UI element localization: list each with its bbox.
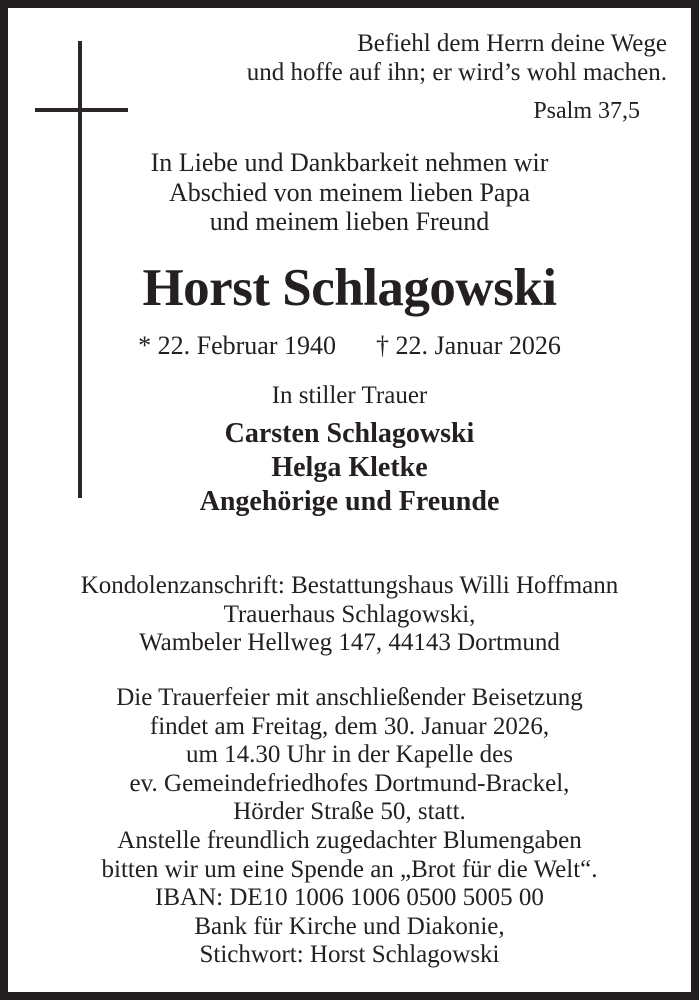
intro-line-3: und meinem lieben Freund [209, 207, 490, 236]
funeral-line-3: um 14.30 Uhr in der Kapelle des [185, 741, 513, 768]
life-dates [8, 332, 691, 361]
condolence-line-1: Kondolenzanschrift: Bestattungshaus Willi Hoffmann [80, 572, 619, 599]
scripture-line-1: Befiehl dem Herrn deine Wege [357, 30, 667, 57]
deceased-name: Horst Schlagowski [142, 259, 557, 317]
intro-text [8, 148, 691, 237]
funeral-line-2: findet am Freitag, dem 30. Januar 2026, [149, 712, 550, 740]
funeral-info [8, 684, 691, 827]
condolence-address [8, 572, 691, 658]
birth-date: * 22. Februar 1940 [138, 331, 336, 360]
intro-line-1: In Liebe und Dankbarkeit nehmen wir [150, 148, 549, 177]
mourners-list [8, 417, 691, 519]
scripture-line-2: und hoffe auf ihn; er wird’s wohl machen. [246, 58, 667, 86]
scripture-quote [247, 30, 667, 87]
mourner-1: Carsten Schlagowski [224, 418, 475, 449]
funeral-line-4: ev. Gemeindefriedhofes Dortmund-Brackel, [129, 769, 570, 797]
donation-line-2: bitten wir um eine Spende an „Brot für die Welt“. [101, 855, 598, 883]
funeral-line-1: Die Trauerfeier mit anschließender Beisetzung [116, 684, 583, 711]
donation-line-3: IBAN: DE10 1006 1006 0500 5005 00 [155, 884, 544, 911]
death-date: † 22. Januar 2026 [376, 331, 561, 360]
scripture-reference: Psalm 37,5 [533, 98, 640, 124]
condolence-line-3: Wambeler Hellweg 147, 44143 Dortmund [139, 629, 560, 656]
donation-line-1: Anstelle freundlich zugedachter Blumengaben [117, 827, 582, 854]
mourning-label: In stiller Trauer [271, 382, 428, 409]
intro-line-2: Abschied von meinem lieben Papa [168, 177, 531, 207]
donation-line-4: Bank für Kirche und Diakonie, [194, 912, 505, 940]
cross-horizontal-bar [35, 108, 128, 112]
donation-line-5: Stichwort: Horst Schlagowski [199, 941, 500, 968]
funeral-line-5: Hörder Straße 50, statt. [233, 798, 466, 825]
donation-info [8, 827, 691, 970]
mourner-2: Helga Kletke [271, 452, 428, 483]
mourner-3: Angehörige und Freunde [199, 486, 500, 517]
condolence-line-2: Trauerhaus Schlagowski, [223, 600, 476, 628]
